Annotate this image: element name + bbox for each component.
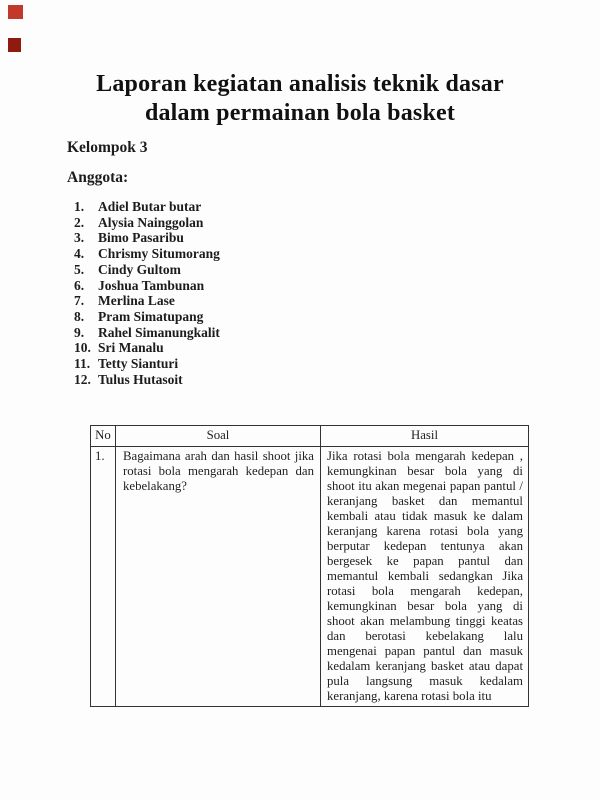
member-name: Pram Simatupang: [98, 308, 204, 324]
member-name: Adiel Butar butar: [98, 199, 202, 214]
member-number: 8.: [74, 308, 85, 324]
member-name: Bimo Pasaribu: [98, 230, 184, 246]
member-name: Merlina Lase: [98, 293, 175, 309]
member-name: Chrismy Situmorang: [98, 246, 220, 262]
member-item: [74, 278, 374, 294]
page-title: [0, 70, 600, 128]
member-item: [74, 246, 374, 262]
member-name: Cindy Gultom: [98, 261, 181, 277]
members-heading: Anggota:: [67, 169, 129, 186]
member-name: Joshua Tambunan: [98, 277, 205, 293]
member-number: 1.: [74, 199, 85, 214]
member-number: 11.: [74, 356, 91, 372]
page-title-line2: dalam permainan bola basket: [144, 100, 456, 126]
member-number: 6.: [74, 277, 85, 293]
dark-red-square-mark-icon: [8, 38, 21, 52]
member-item: [74, 215, 374, 231]
page-title-line1: Laporan kegiatan analisis teknik dasar: [96, 71, 504, 97]
qa-table: [90, 425, 529, 707]
member-number: 4.: [74, 246, 85, 262]
red-square-mark-icon: [8, 5, 23, 19]
member-name: Rahel Simanungkalit: [98, 324, 220, 340]
soal-cell: Bagaimana arah dan hasil shoot jika rotasi bola mengarah kedepan dan kebelakang?: [116, 447, 321, 707]
member-number: 2.: [74, 214, 85, 230]
members-list: [74, 199, 374, 387]
member-item: [74, 309, 374, 325]
table-header-hasil: Hasil: [321, 426, 529, 447]
member-item: [74, 199, 374, 215]
group-label: Kelompok 3: [67, 139, 148, 156]
member-name: Tetty Sianturi: [98, 356, 179, 372]
member-item: [74, 325, 374, 341]
member-item: [74, 230, 374, 246]
member-number: 3.: [74, 230, 85, 246]
member-number: 10.: [74, 340, 91, 356]
table-header-row: [91, 426, 529, 447]
hasil-cell: Jika rotasi bola mengarah kedepan , kemungkinan besar bola yang di shoot itu akan megenai papan pantul / keranjang basket dan memantul kembali atau tidak masuk ke dalam keranjang karena rotasi bola yang berputar kedepan tentunya akan bergesek ke papan pantul dan memantul kembali sedangkan Jika rotasi bola mengarah kedepan, kemungkinan besar bola yang di shoot akan melambung tinggi keatas dan berotasi kebelakang lalu mengenai papan pantul dan masuk kedalam keranjang basket atau dapat pula langsung masuk kedalam keranjang, karena rotasi bola itu: [321, 447, 529, 707]
member-number: 9.: [74, 324, 85, 340]
member-item: [74, 293, 374, 309]
member-item: [74, 340, 374, 356]
member-item: [74, 262, 374, 278]
row-number-cell: 1.: [91, 447, 116, 707]
member-number: 12.: [74, 371, 91, 387]
member-item: [74, 356, 374, 372]
table-header-no: No: [91, 426, 116, 447]
table-row: [91, 447, 529, 707]
member-number: 5.: [74, 261, 85, 277]
member-name: Alysia Nainggolan: [98, 214, 204, 230]
member-name: Tulus Hutasoit: [98, 371, 183, 387]
member-name: Sri Manalu: [98, 340, 164, 356]
member-number: 7.: [74, 293, 85, 309]
table-header-soal: Soal: [116, 426, 321, 447]
member-item: [74, 372, 374, 388]
